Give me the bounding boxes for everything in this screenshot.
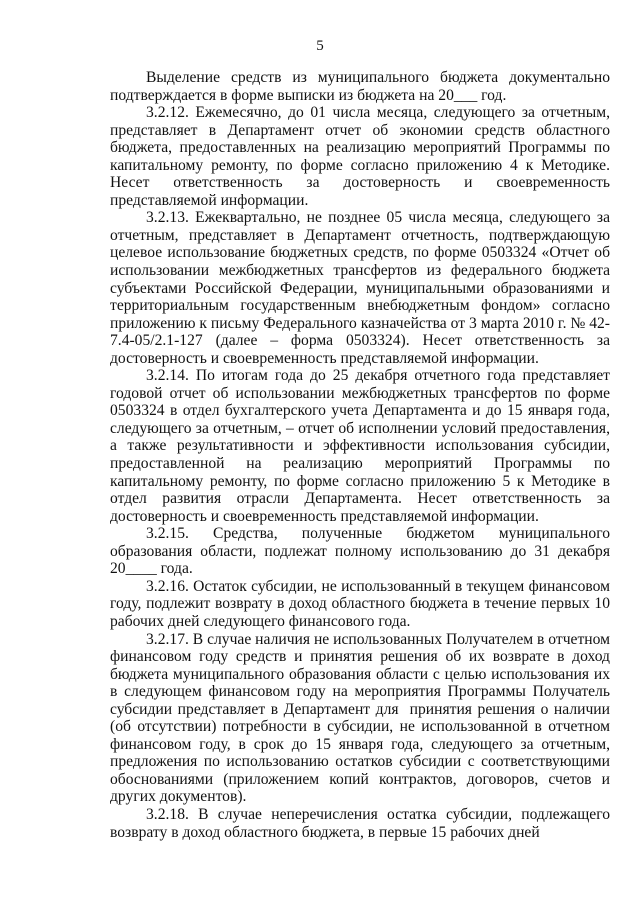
document-body	[110, 69, 614, 841]
paragraph-3-2-15: 3.2.15. Средства, полученные бюджетом муниципального образования области, подлежат полному использованию до 31 декабря 20____ года.	[110, 525, 614, 578]
paragraph-3-2-12: 3.2.12. Ежемесячно, до 01 числа месяца, следующего за отчетным, представляет в Департамент отчет об экономии средств областного бюджета, предоставленных на реализацию мероприятий Программы по капитальному ремонту, по форме согласно приложению 4 к Методике. Несет ответственность за достоверность и своевременность представляемой информации.	[110, 104, 614, 209]
paragraph-3-2-17: 3.2.17. В случае наличия не использованных Получателем в отчетном финансовом году средств и принятия решения об их возврате в доход бюджета муниципального образования области с целью использования их в следующем финансовом году на мероприятия Программы Получатель субсидии представляет в Департамент для принятия решения о наличии (об отсутствии) потребности в субсидии, не использованной в отчетном финансовом году, в срок до 15 января года, следующего за отчетным, предложения по использованию остатков субсидии с соответствующими обоснованиями (приложением копий контрактов, договоров, счетов и других документов).	[110, 630, 614, 806]
paragraph-budget-allocation: Выделение средств из муниципального бюджета документально подтверждается в форме выписки из бюджета на 20___ год.	[110, 69, 614, 104]
page-number: 5	[316, 38, 324, 54]
paragraph-3-2-14: 3.2.14. По итогам года до 25 декабря отчетного года представляет годовой отчет об использовании межбюджетных трансфертов по форме 0503324 в отдел бухгалтерского учета Департамента и до 15 января года, следующего за отчетным, – отчет об исполнении условий предоставления, а также результативности и эффективности использования субсидии, предоставленной на реализацию мероприятий Программы по капитальному ремонту, по форме согласно приложению 5 к Методике в отдел развития отрасли Департамента. Несет ответственность за достоверность и своевременность представляемой информации.	[110, 367, 614, 525]
paragraph-3-2-16: 3.2.16. Остаток субсидии, не использованный в текущем финансовом году, подлежит возврату в доход областного бюджета в течение первых 10 рабочих дней следующего финансового года.	[110, 577, 614, 630]
paragraph-3-2-18: 3.2.18. В случае неперечисления остатка субсидии, подлежащего возврату в доход областного бюджета, в первые 15 рабочих дней	[110, 805, 614, 841]
paragraph-3-2-13: 3.2.13. Ежеквартально, не позднее 05 числа месяца, следующего за отчетным, представляет в Департамент отчетность, подтверждающую целевое использование бюджетных средств, по форме 0503324 «Отчет об использовании межбюджетных трансфертов из федерального бюджета субъектами Российской Федерации, муниципальными образованиями и территориальным государственным внебюджетным фондом» согласно приложению к письму Федерального казначейства от 3 марта 2010 г. № 42-7.4-05/2.1-127 (далее – форма 0503324). Несет ответственность за достоверность и своевременность представляемой информации.	[110, 209, 614, 367]
